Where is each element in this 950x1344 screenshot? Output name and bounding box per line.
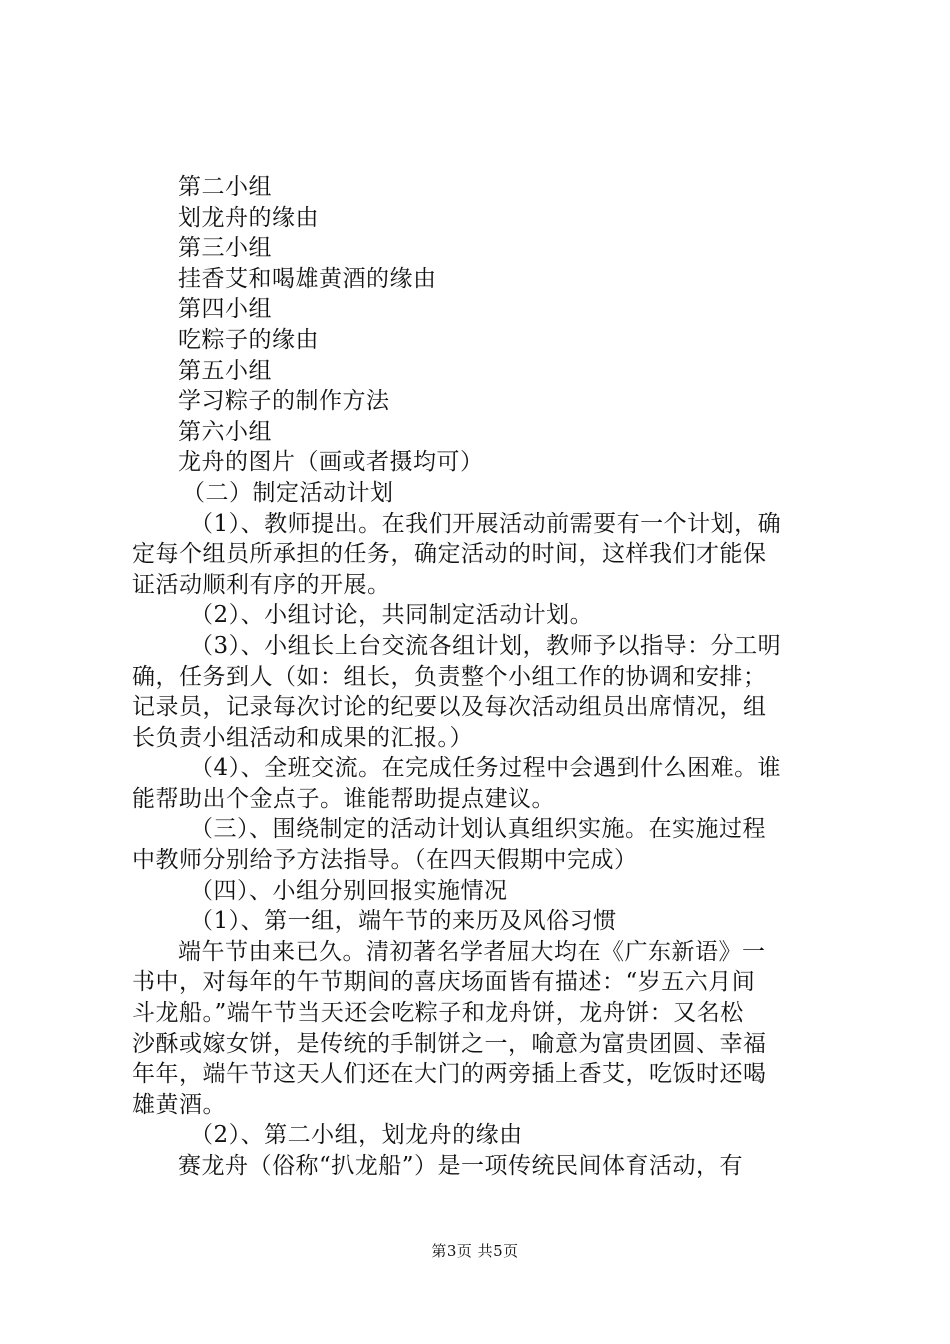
paragraph-line: 斗龙船。”端午节当天还会吃粽子和龙舟饼，龙舟饼：又名松	[132, 1000, 744, 1027]
section-heading: （二）制定活动计划	[182, 479, 394, 506]
paragraph-line: （4）、全班交流。在完成任务过程中会遇到什么困难。谁	[190, 755, 782, 782]
paragraph-line: 沙酥或嫁女饼，是传统的手制饼之一，喻意为富贵团圆、幸福	[132, 1030, 767, 1057]
text-line: 挂香艾和喝雄黄酒的缘由	[178, 265, 437, 292]
text-line: 第三小组	[178, 235, 272, 262]
section-heading: （四）、小组分别回报实施情况	[190, 877, 508, 904]
paragraph-line: 赛龙舟（俗称“扒龙船”）是一项传统民间体育活动，有	[178, 1153, 744, 1179]
paragraph-line: 记录员，记录每次讨论的纪要以及每次活动组员出席情况，组	[132, 694, 767, 721]
paragraph-line: （2）、小组讨论，共同制定活动计划。	[190, 602, 594, 629]
text-line: 第四小组	[178, 296, 272, 323]
paragraph-line: 端午节由来已久。清初著名学者屈大均在《广东新语》一	[178, 938, 766, 965]
paragraph-line: 雄黄酒。	[132, 1091, 226, 1118]
paragraph-line: （三）、围绕制定的活动计划认真组织实施。在实施过程	[190, 816, 766, 843]
page-number-footer: 第3页 共5页	[431, 1242, 519, 1260]
paragraph-line: （3）、小组长上台交流各组计划，教师予以指导：分工明	[190, 632, 782, 659]
paragraph-line: 长负责小组活动和成果的汇报。）	[132, 724, 473, 751]
paragraph-line: 能帮助出个金点子。谁能帮助提点建议。	[132, 785, 555, 812]
paragraph-line: （1）、教师提出。在我们开展活动前需要有一个计划，确	[190, 510, 782, 537]
text-line: 第二小组	[178, 174, 272, 200]
paragraph-line: （2）、第二小组，划龙舟的缘由	[190, 1122, 523, 1149]
paragraph-line: 确，任务到人（如：组长，负责整个小组工作的协调和安排；	[132, 663, 767, 690]
paragraph-line: 定每个组员所承担的任务，确定活动的时间，这样我们才能保	[132, 541, 767, 568]
text-line: 划龙舟的缘由	[178, 204, 319, 231]
text-line: 龙舟的图片（画或者摄均可）	[178, 449, 484, 476]
paragraph-line: 中教师分别给予方法指导。（在四天假期中完成）	[132, 847, 638, 874]
paragraph-line: 年年，端午节这天人们还在大门的两旁插上香艾，吃饭时还喝	[132, 1061, 767, 1088]
text-line: 吃粽子的缘由	[178, 326, 319, 353]
text-line: 学习粽子的制作方法	[178, 388, 390, 415]
text-line: 第六小组	[178, 418, 272, 445]
paragraph-line: 证活动顺利有序的开展。	[132, 571, 391, 598]
paragraph-line: 书中，对每年的午节期间的喜庆场面皆有描述：“岁五六月间	[132, 969, 756, 996]
paragraph-line: （1）、第一组，端午节的来历及风俗习惯	[190, 908, 617, 935]
text-line: 第五小组	[178, 357, 272, 384]
document-body	[132, 172, 832, 1182]
